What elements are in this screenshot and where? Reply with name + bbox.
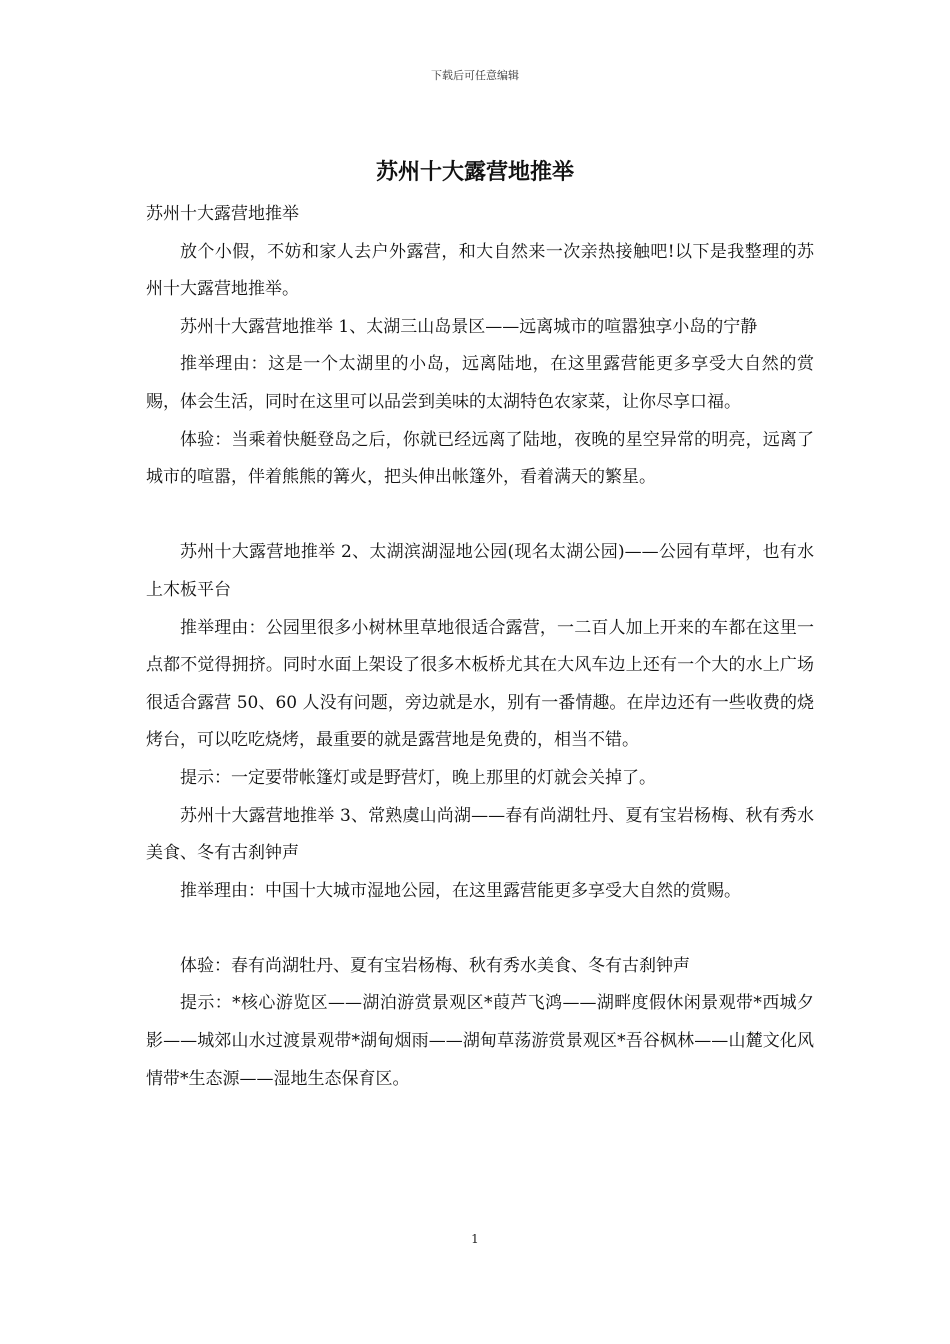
page-header: 下载后可任意编辑 [431,69,519,82]
site-3-experience: 体验：春有尚湖牡丹、夏有宝岩杨梅、秋有秀水美食、冬有古刹钟声 [180,955,690,976]
site-3-reason: 推举理由：中国十大城市湿地公园，在这里露营能更多享受大自然的赏赐。 [180,880,741,901]
site-2-reason: 推举理由：公园里很多小树林里草地很适合露营，一二百人加上开来的车都在这里一点都不觉得拥挤。同时水面上架设了很多木板桥尤其在大风车边上还有一个大的水上广场很适合露营 50、60 人没有问题，旁边就是水，别有一番情趣。在岸边还有一些收费的烧烤台，可以吃吃烧烤，最重要的就是露营地是免费的，相当不错。 [146,617,814,751]
site-1-experience: 体验：当乘着快艇登岛之后，你就已经远离了陆地，夜晚的星空异常的明亮，远离了城市的喧嚣，伴着熊熊的篝火，把头伸出帐篷外，看着满天的繁星。 [146,429,814,488]
site-1-reason: 推举理由：这是一个太湖里的小岛，远离陆地，在这里露营能更多享受大自然的赏赐，体会生活，同时在这里可以品尝到美味的太湖特色农家菜，让你尽享口福。 [146,354,814,412]
site-1-heading: 苏州十大露营地推举 1、太湖三山岛景区——远离城市的喧嚣独享小岛的宁静 [180,316,758,337]
document-body [146,196,814,1098]
site-2-tip: 提示：一定要带帐篷灯或是野营灯，晚上那里的灯就会关掉了。 [180,767,656,788]
site-3-tip: 提示：*核心游览区——湖泊游赏景观区*葭芦飞鸿——湖畔度假休闲景观带*西城夕影——城郊山水过渡景观带*湖甸烟雨——湖甸草荡游赏景观区*吾谷枫林——山麓文化风情带*生态源——湿地生态保育区。 [146,993,814,1089]
intro-paragraph: 放个小假，不妨和家人去户外露营，和大自然来一次亲热接触吧!以下是我整理的苏州十大露营地推举。 [146,241,814,300]
page-number: 1 [471,1232,479,1246]
site-2-heading: 苏州十大露营地推举 2、太湖滨湖湿地公园(现名太湖公园)——公园有草坪，也有水上木板平台 [146,542,814,600]
subtitle-paragraph: 苏州十大露营地推举 [146,204,299,224]
site-3-heading: 苏州十大露营地推举 3、常熟虞山尚湖——春有尚湖牡丹、夏有宝岩杨梅、秋有秀水美食、冬有古刹钟声 [146,805,814,864]
document-title: 苏州十大露营地推举 [375,160,574,185]
